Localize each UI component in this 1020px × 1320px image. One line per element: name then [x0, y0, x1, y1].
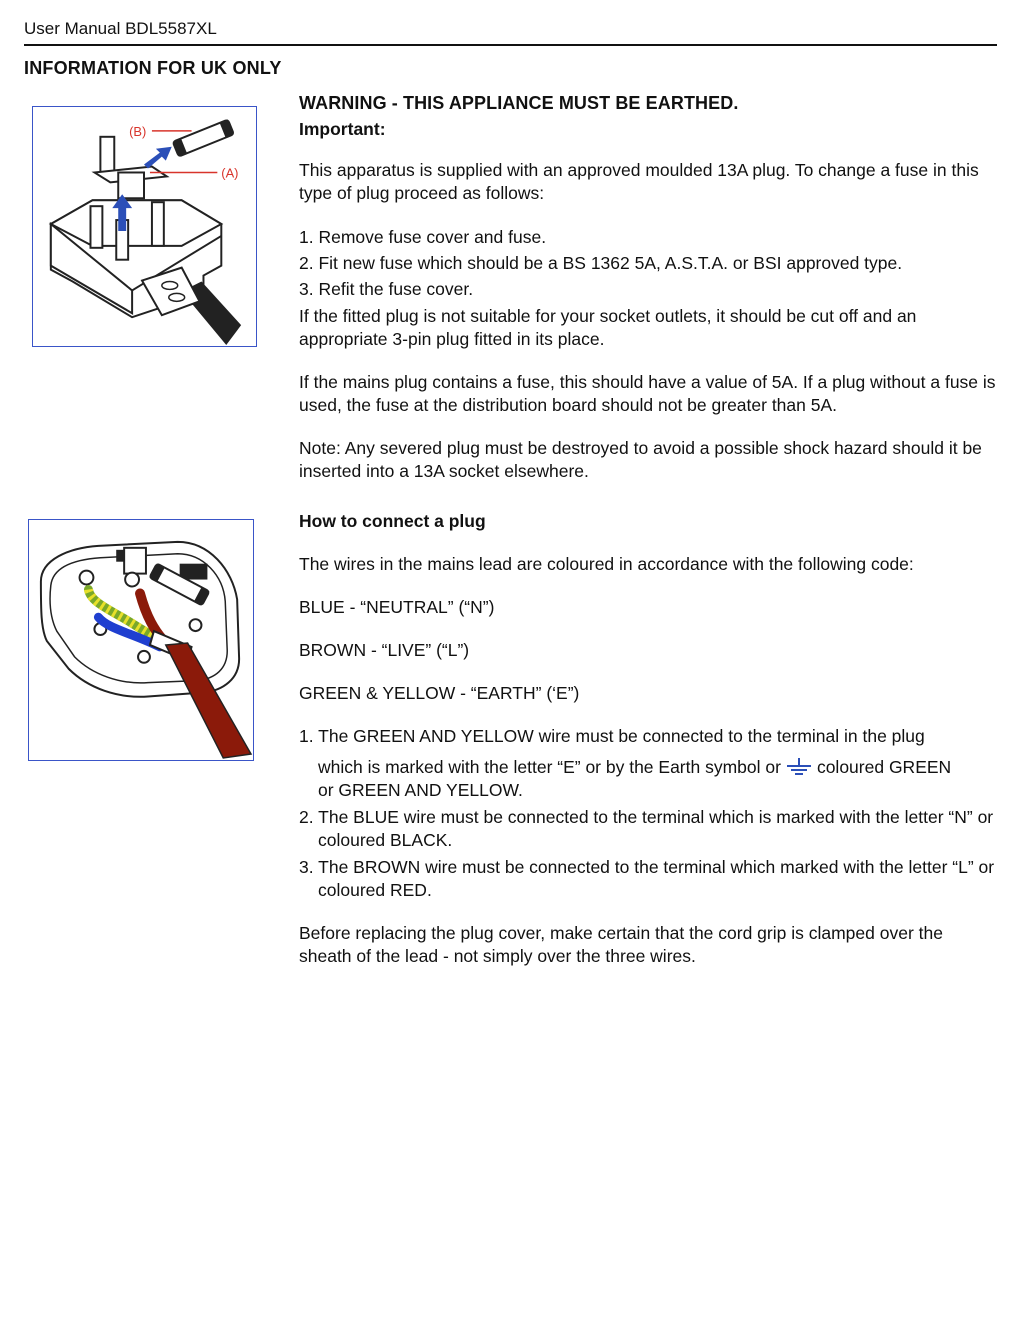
earth-symbol-icon: [785, 758, 813, 776]
plug-fuse-illustration: [33, 107, 256, 346]
plug-wiring-figure: [28, 519, 254, 761]
rule-2: 2. The BLUE wire must be connected to the terminal which is marked with the letter “N” or coloured BLACK.: [299, 807, 994, 850]
rule-1-text-after-symbol: coloured GREEN: [816, 757, 952, 777]
label-b: (B): [129, 123, 147, 139]
plug-connection-block: [299, 510, 999, 968]
code-brown: BROWN - “LIVE” (“L”): [299, 640, 470, 660]
header-divider: [24, 44, 997, 46]
document-header-title: User Manual BDL5587XL: [24, 19, 217, 38]
plug-wiring-illustration: [29, 520, 253, 760]
rule-1-text-before-symbol: which is marked with the letter “E” or by the Earth symbol or: [318, 757, 781, 777]
rule-1-line-2: [299, 756, 999, 779]
step-3: 3. Refit the fuse cover.: [299, 279, 474, 299]
connect-intro: The wires in the mains lead are coloured in accordance with the following code:: [299, 554, 914, 574]
rule-1-line-1: 1. The GREEN AND YELLOW wire must be connected to the terminal in the plug: [299, 726, 925, 746]
important-label: Important:: [299, 119, 386, 139]
note-paragraph: Note: Any severed plug must be destroyed to avoid a possible shock hazard should it be inserted into a 13A socket elsewhere.: [299, 438, 982, 481]
fuse-instructions-block: [299, 92, 999, 483]
fuse-value-paragraph: If the mains plug contains a fuse, this should have a value of 5A. If a plug without a fuse is used, the fuse at the distribution board should not be greater than 5A.: [299, 372, 996, 415]
rule-1-line-3: or GREEN AND YELLOW.: [318, 780, 523, 800]
code-blue: BLUE - “NEUTRAL” (“N”): [299, 597, 495, 617]
code-green-yellow: GREEN & YELLOW - “EARTH” (‘E”): [299, 683, 580, 703]
closing-paragraph: Before replacing the plug cover, make certain that the cord grip is clamped over the sheath of the lead - not simply over the three wires.: [299, 923, 943, 966]
fuse-replacement-figure: [32, 106, 257, 347]
socket-paragraph: If the fitted plug is not suitable for your socket outlets, it should be cut off and an appropriate 3-pin plug fitted in its place.: [299, 306, 917, 349]
connect-heading: How to connect a plug: [299, 511, 486, 531]
section-title: INFORMATION FOR UK ONLY: [24, 58, 282, 78]
step-2: 2. Fit new fuse which should be a BS 1362 5A, A.S.T.A. or BSI approved type.: [299, 253, 903, 273]
rule-3: 3. The BROWN wire must be connected to the terminal which marked with the letter “L” or coloured RED.: [299, 857, 995, 900]
intro-paragraph: This apparatus is supplied with an approved moulded 13A plug. To change a fuse in this type of plug proceed as follows:: [299, 160, 979, 203]
step-1: 1. Remove fuse cover and fuse.: [299, 227, 547, 247]
label-a: (A): [221, 165, 239, 181]
warning-heading: WARNING - THIS APPLIANCE MUST BE EARTHED.: [299, 93, 739, 113]
